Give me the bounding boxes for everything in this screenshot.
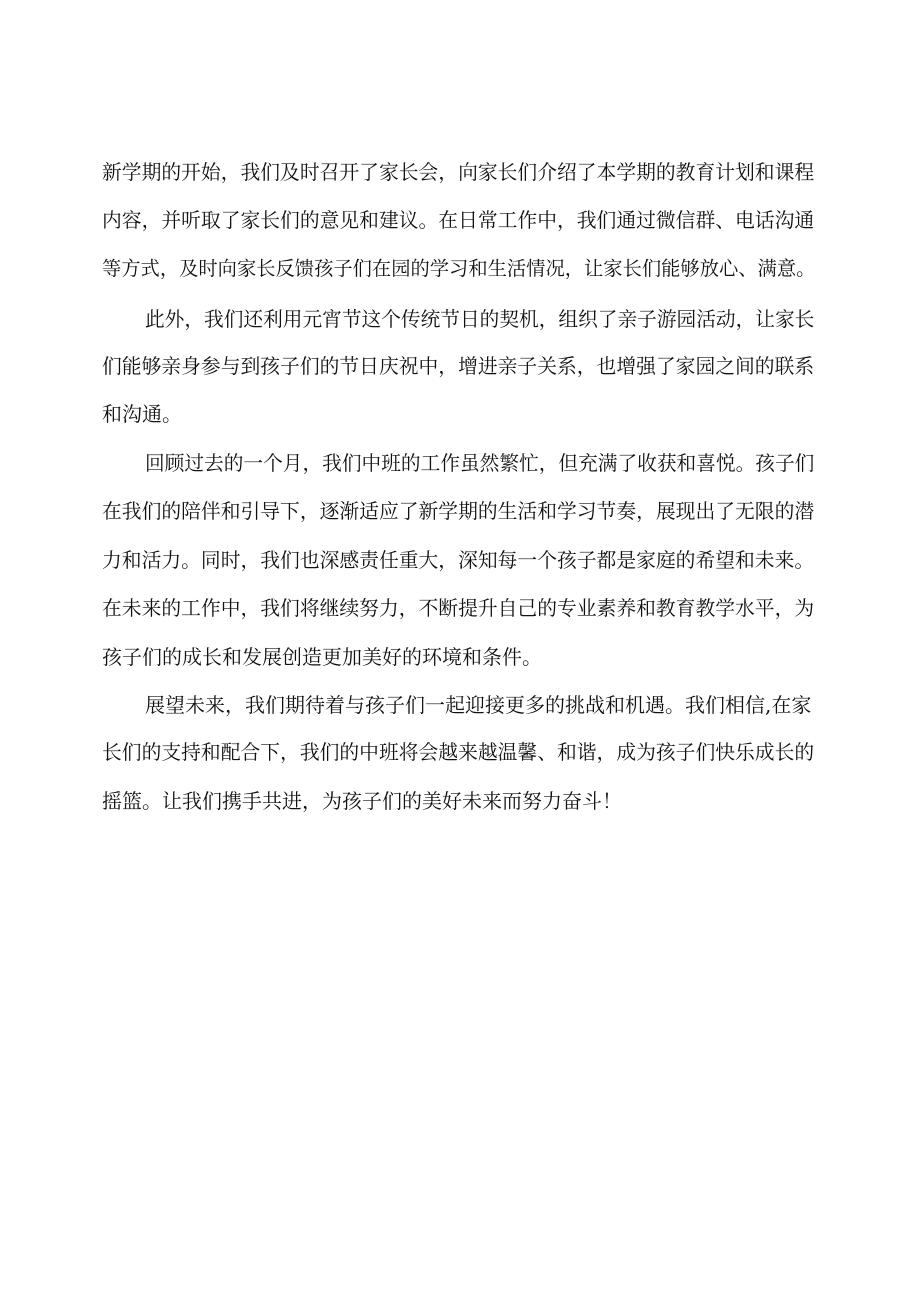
p3-line-5: 孩子们的成长和发展创造更加美好的环境和条件。 — [102, 645, 542, 669]
p1-line-2: 内容，并听取了家长们的意见和建议。在日常工作中，我们通过微信群、电话沟通 — [102, 209, 815, 232]
p4-line-3: 摇篮。让我们携手共进，为孩子们的美好未来而努力奋斗！ — [102, 789, 622, 813]
p2-line-3: 和沟通。 — [102, 402, 182, 426]
p3-line-3: 力和活力。同时，我们也深感责任重大，深知每一个孩子都是家庭的希望和未来。 — [102, 549, 815, 572]
p1-line-3: 等方式，及时向家长反馈孩子们在园的学习和生活情况，让家长们能够放心、满意。 — [102, 257, 816, 280]
p1-line-1: 新学期的开始，我们及时召开了家长会，向家长们介绍了本学期的教育计划和课程 — [102, 161, 815, 184]
p3-line-4: 在未来的工作中，我们将继续努力，不断提升自己的专业素养和教育教学水平，为 — [102, 597, 815, 620]
p2-line-2: 们能够亲身参与到孩子们的节日庆祝中，增进亲子关系，也增强了家园之间的联系 — [102, 355, 815, 378]
p3-line-2: 在我们的陪伴和引导下，逐渐适应了新学期的生活和学习节奏，展现出了无限的潜 — [102, 500, 815, 523]
p4-line-2: 长们的支持和配合下，我们的中班将会越来越温馨、和谐，成为孩子们快乐成长的 — [102, 741, 815, 764]
p4-line-1: 展望未来，我们期待着与孩子们一起迎接更多的挑战和机遇。我们相信,在家 — [145, 693, 812, 717]
p3-line-1: 回顾过去的一个月，我们中班的工作虽然繁忙，但充满了收获和喜悦。孩子们 — [145, 452, 815, 475]
p2-line-1: 此外，我们还利用元宵节这个传统节日的契机，组织了亲子游园活动，让家长 — [145, 308, 815, 331]
